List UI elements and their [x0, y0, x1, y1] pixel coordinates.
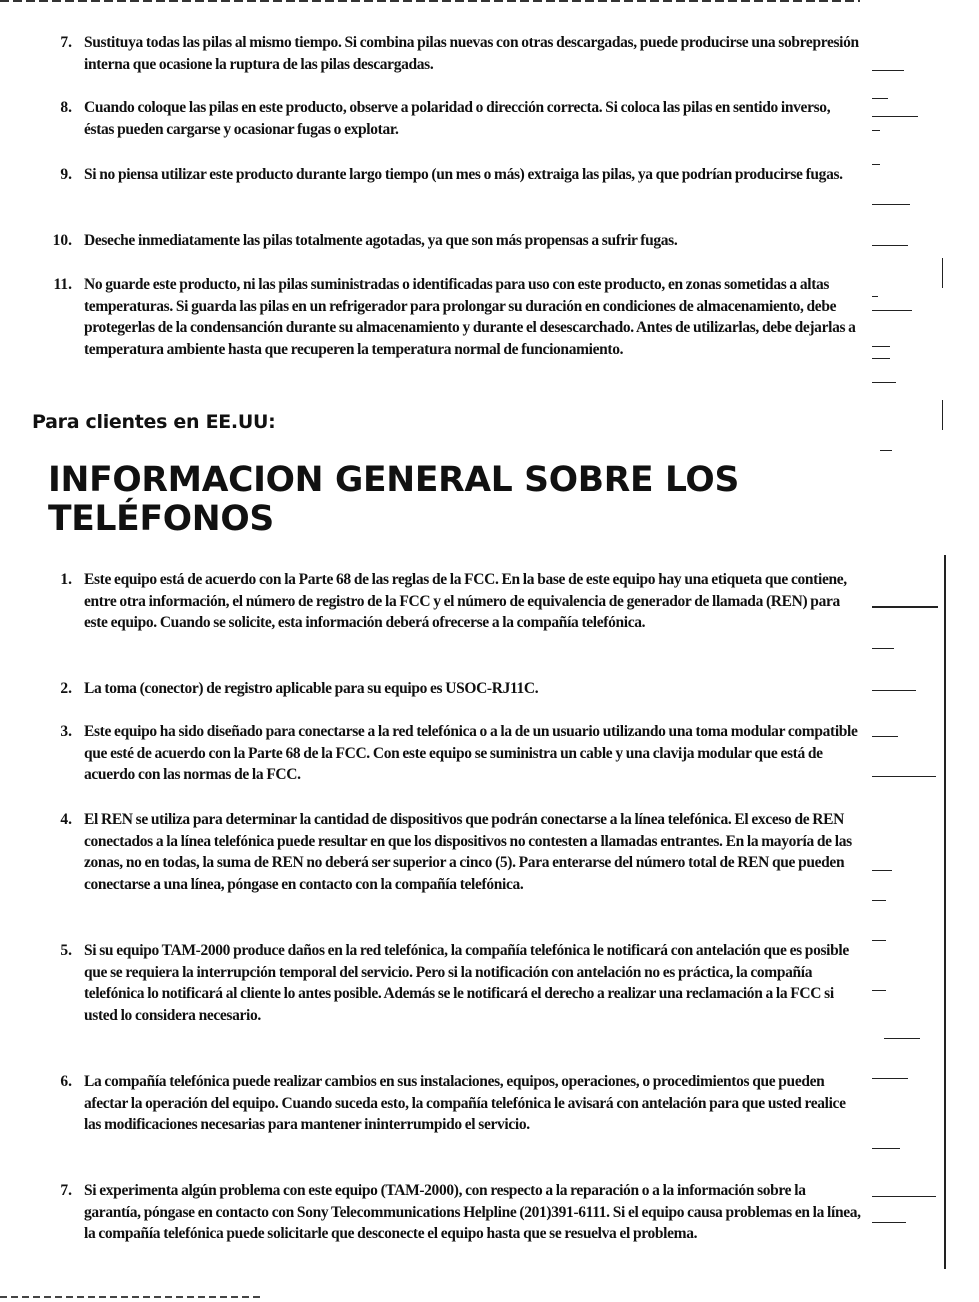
item-text: La toma (conector) de registro aplicable para su equipo es USOC-RJ11C.: [84, 680, 539, 697]
item-text: Este equipo ha sido diseñado para conectarse a la red telefónica o a la de un usuario utilizando una toma modular compatible que esté de acuerdo con la Parte 68 de la FCC. Con este equipo se suministra un cable y una clavija modular que está de acuerdo con las normas de la FCC.: [84, 723, 858, 783]
list-item: [48, 940, 863, 1026]
list-item: [48, 1071, 863, 1136]
item-text: Si su equipo TAM-2000 produce daños en la red telefónica, la compañía telefónica le notificará con antelación que es posible que se requiera la interrupción temporal del servicio. Pero si la notificación con antelación no es práctica, la compañía telefónica lo notificará al cliente lo antes posible. Además se le notificará el derecho a realizar una reclamación a la FCC si usted lo considera necesario.: [84, 942, 849, 1024]
item-text: Si no piensa utilizar este producto durante largo tiempo (un mes o más) extraiga las pilas, ya que podrían producirse fugas.: [84, 166, 843, 183]
list-item: [48, 274, 863, 360]
list-item: [48, 230, 863, 252]
item-text: No guarde este producto, ni las pilas suministradas o identificadas para uso con este producto, en zonas sometidas a altas temperaturas. Si guarda las pilas en un refrigerador para prolongar su duración en condiciones de almacenamiento, debe protegerlas de la condensanción durante su almacenamiento y durante el desescarchado. Antes de utilizarlas, debe dejarlas a temperatura ambiente hasta que recuperen la temperatura normal de funcionamiento.: [84, 276, 856, 358]
item-text: Este equipo está de acuerdo con la Parte 68 de las reglas de la FCC. En la base de este equipo hay una etiqueta que contiene, entre otra información, el número de registro de la FCC y el número de equivalencia de generador de llamada (REN) para este equipo. Cuando se solicite, esta información deberá ofrecerse a la compañía telefónica.: [84, 571, 847, 631]
item-text: La compañía telefónica puede realizar cambios en sus instalaciones, equipos, operaciones, o procedimientos que pueden afectar la operación del equipo. Cuando suceda esto, la compañía telefónica le avisará con antelación para que usted realice las modificaciones necesarias para mantener ininterrumpido el servicio.: [84, 1073, 846, 1133]
top-scan-rule: [0, 0, 860, 2]
item-text: El REN se utiliza para determinar la cantidad de dispositivos que podrán conectarse a la línea telefónica. El exceso de REN conectados a la línea telefónica puede resultar en que los dispositivos no contesten a llamadas entrantes. En la mayoría de las zonas, no en todas, la suma de REN no deberá ser superior a cinco (5). Para enterarse del número total de REN que pueden conectarse a una línea, póngase en contacto con la compañía telefónica.: [84, 811, 852, 893]
item-number: 7.: [60, 1182, 72, 1199]
list-item: [48, 721, 863, 786]
list-item: [48, 97, 863, 140]
list-item: [48, 1180, 863, 1245]
list-item: [48, 164, 863, 186]
item-number: 5.: [60, 942, 72, 959]
item-number: 11.: [53, 276, 72, 293]
item-number: 7.: [60, 34, 72, 51]
item-text: Cuando coloque las pilas en este producto, observe a polaridad o dirección correcta. Si coloca las pilas en sentido inverso, éstas pueden cargarse y ocasionar fugas o explotar.: [84, 99, 831, 138]
title-line-2: TELÉFONOS: [48, 499, 274, 539]
item-text: Si experimenta algún problema con este equipo (TAM-2000), con respecto a la reparación o a la información sobre la garantía, póngase en contacto con Sony Telecommunications Helpline (201)391-6111. Si el equipo causa problemas en la línea, la compañía telefónica puede solicitarle que desconecte el equipo hasta que se resuelva el problema.: [84, 1182, 861, 1242]
section-subheading: Para clientes en EE.UU:: [32, 411, 276, 433]
title-line-1: INFORMACION GENERAL SOBRE LOS: [48, 460, 740, 500]
item-number: 4.: [60, 811, 72, 828]
list-item: [48, 32, 863, 75]
list-item: [48, 809, 863, 895]
list-item: [48, 678, 863, 700]
item-number: 10.: [52, 232, 72, 249]
page-title: [48, 461, 848, 539]
item-number: 3.: [60, 723, 72, 740]
bottom-scan-rule: [0, 1296, 260, 1298]
item-number: 9.: [60, 166, 72, 183]
item-number: 1.: [60, 571, 72, 588]
list-item: [48, 569, 863, 634]
item-text: Deseche inmediatamente las pilas totalmente agotadas, ya que son más propensas a sufrir fugas.: [84, 232, 678, 249]
item-text: Sustituya todas las pilas al mismo tiempo. Si combina pilas nuevas con otras descargadas, puede producirse una sobrepresión interna que ocasione la ruptura de las pilas descargadas.: [84, 34, 859, 73]
item-number: 2.: [60, 680, 72, 697]
item-number: 6.: [60, 1073, 72, 1090]
item-number: 8.: [60, 99, 72, 116]
